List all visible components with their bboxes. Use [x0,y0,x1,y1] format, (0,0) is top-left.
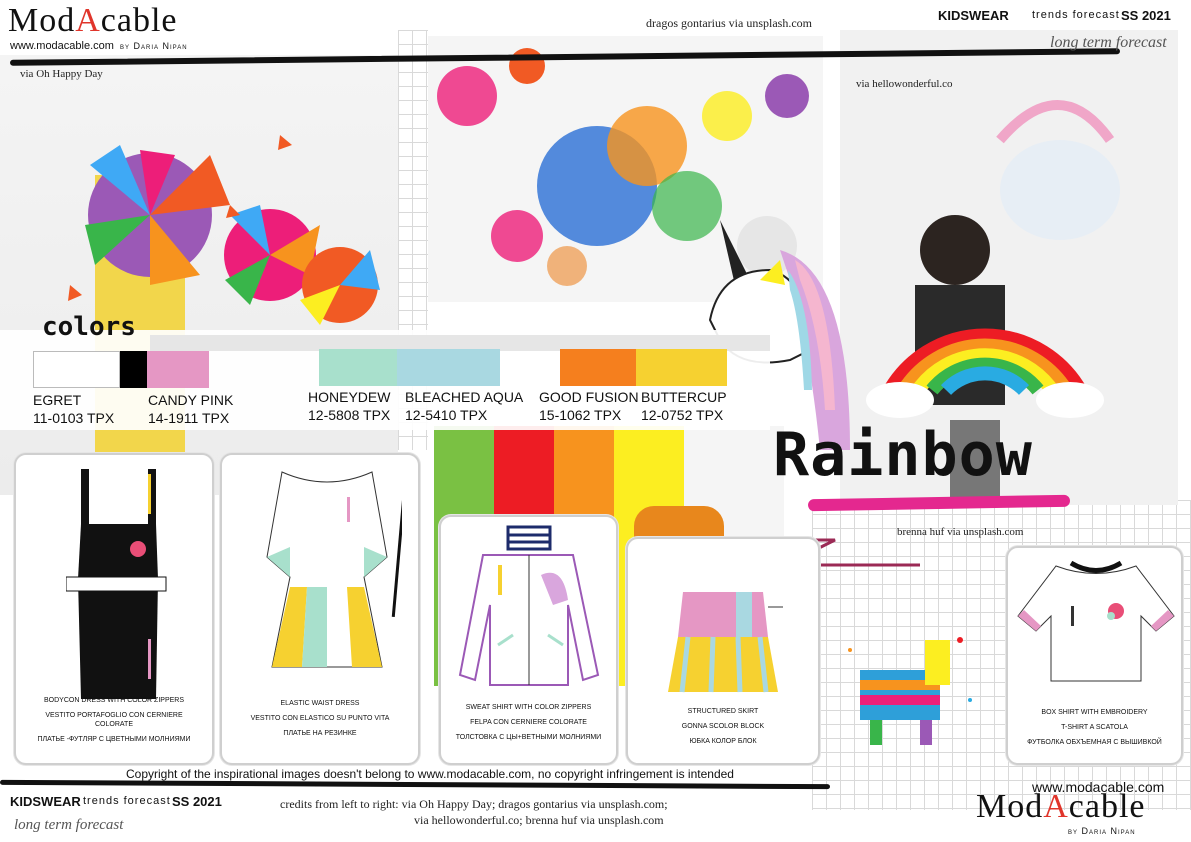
garment-card-elastic-dress[interactable] [220,453,420,765]
copyright-notice: Copyright of the inspirational images doesn't belong to www.modacable.com, no copyright infringement is intended [126,767,734,781]
swatch-name: BLEACHED AQUA [405,389,524,405]
long-term-top: long term forecast [1050,34,1167,51]
swatch-buttercup [636,349,727,386]
swatch-name: EGRET [33,392,82,408]
swatch-name: HONEYDEW [308,389,391,405]
logo-bottom-right [976,788,1146,826]
garment-card-structured-skirt[interactable] [626,537,820,765]
swatch-name: GOOD FUSION [539,389,639,405]
season-label-top: SS 2021 [1121,8,1171,23]
brush-stroke-bottom [0,780,830,789]
caption-ru: ФУТБОЛКА ОБХЪЕМНАЯ С ВЫШИВКОЙ [1027,739,1162,746]
swatch-code: 14-1911 TPX [148,410,230,426]
swatch-bleached-aqua [397,349,500,386]
trends-label-bottom: trends forecast [83,795,171,807]
credits-line1: credits from left to right: via Oh Happy Day; dragos gontarius via unsplash.com; [280,797,668,811]
swatch-label-buttercup [641,388,727,424]
logo-by-bottom: by Daria Nipan [1068,826,1136,836]
caption-ru: ТОЛСТОВКА С ЦЫ+ВЕТНЫМИ МОЛНИЯМИ [455,734,602,741]
swatch-good-fusion [560,349,636,386]
logo-by-top: by Daria Nipan [120,41,188,51]
logo-top-left [8,2,178,40]
garment-caption [1008,708,1181,747]
swatch-candy-pink [147,351,209,388]
swatch-label-egret [33,391,114,427]
garment-caption [441,703,616,742]
garment-card-bodycon-dress[interactable] [14,453,214,765]
caption-it: GONNA SCOLOR BLOCK [681,723,765,730]
logo-part1: Mod [976,788,1044,825]
caption-ru: ПЛАТЬЕ -ФУТЛЯР С ЦВЕТНЫМИ МОЛНИЯМИ [37,736,191,743]
logo-part1: Mod [8,2,76,39]
credit-hellowonderful: via hellowonderful.co [856,78,953,90]
swatch-name: BUTTERCUP [641,389,727,405]
caption-en: STRUCTURED SKIRT [687,708,759,715]
caption-it: VESTITO PORTAFOGLIO CON CERNIERE COLORATE [45,712,183,728]
garment-caption [628,707,818,746]
swatch-code: 11-0103 TPX [33,410,115,426]
garment-caption [222,699,418,738]
swatch-code: 12-0752 TPX [641,407,724,423]
caption-en: BODYCON DRESS WITH COLOR ZIPPERS [43,697,185,704]
caption-ru: ЮБКА КОЛОР БЛОК [689,738,757,745]
credits-line2: via hellowonderful.co; brenna huf via unsplash.com [414,813,664,827]
credit-brenna: brenna huf via unsplash.com [897,526,1024,538]
caption-ru: ПЛАТЬЕ НА РЕЗИНКЕ [283,730,357,737]
long-term-bottom: long term forecast [14,817,124,833]
swatch-honeydew [319,349,397,386]
logo-part3: cable [1068,788,1146,825]
colors-heading: colors [42,312,136,342]
box-shirt-sketch [1016,556,1176,686]
logo-part3: cable [100,2,178,39]
sweat-shirt-sketch [453,525,603,695]
swatch-egret [33,351,120,388]
caption-it: T-SHIRT A SCATOLA [1061,724,1128,731]
skirt-sketch [668,587,788,697]
credit-top: dragos gontarius via unsplash.com [646,16,812,30]
swatch-code: 12-5410 TPX [405,407,488,423]
swatch-black [120,351,147,388]
swatch-name: CANDY PINK [148,392,234,408]
swatch-label-candy-pink [148,391,233,427]
caption-en: BOX SHIRT WITH EMBROIDERY [1041,709,1148,716]
caption-en: ELASTIC WAIST DRESS [280,700,360,707]
kidswear-label-top: KIDSWEAR [938,8,1009,23]
logo-part2: A [75,2,101,39]
logo-url-top[interactable]: www.modacable.com [10,40,114,52]
swatch-label-bleached-aqua [405,388,523,424]
theme-title: Rainbow [773,420,1033,490]
swatch-code: 12-5808 TPX [308,407,391,423]
caption-it: VESTITO CON ELASTICO SU PUNTO VITA [250,715,390,722]
elastic-dress-sketch [252,467,402,677]
garment-card-sweat-shirt[interactable] [439,515,618,765]
swatch-label-good-fusion [539,388,639,424]
credit-happy-day: via Oh Happy Day [20,68,103,80]
bodycon-dress-sketch [66,469,176,699]
trends-label-top: trends forecast [1032,9,1120,21]
garment-caption [16,696,212,744]
swatch-label-honeydew [308,388,390,424]
swatch-code: 15-1062 TPX [539,407,622,423]
season-label-bottom: SS 2021 [172,794,222,809]
logo-part2: A [1043,788,1069,825]
garment-card-box-shirt[interactable] [1006,546,1183,765]
caption-it: FELPA CON CERNIERE COLORATE [470,719,587,726]
footer-url[interactable]: www.modacable.com [1032,779,1165,795]
kidswear-label-bottom: KIDSWEAR [10,794,81,809]
pinata-photo [830,610,980,760]
caption-en: SWEAT SHIRT WITH COLOR ZIPPERS [465,704,592,711]
